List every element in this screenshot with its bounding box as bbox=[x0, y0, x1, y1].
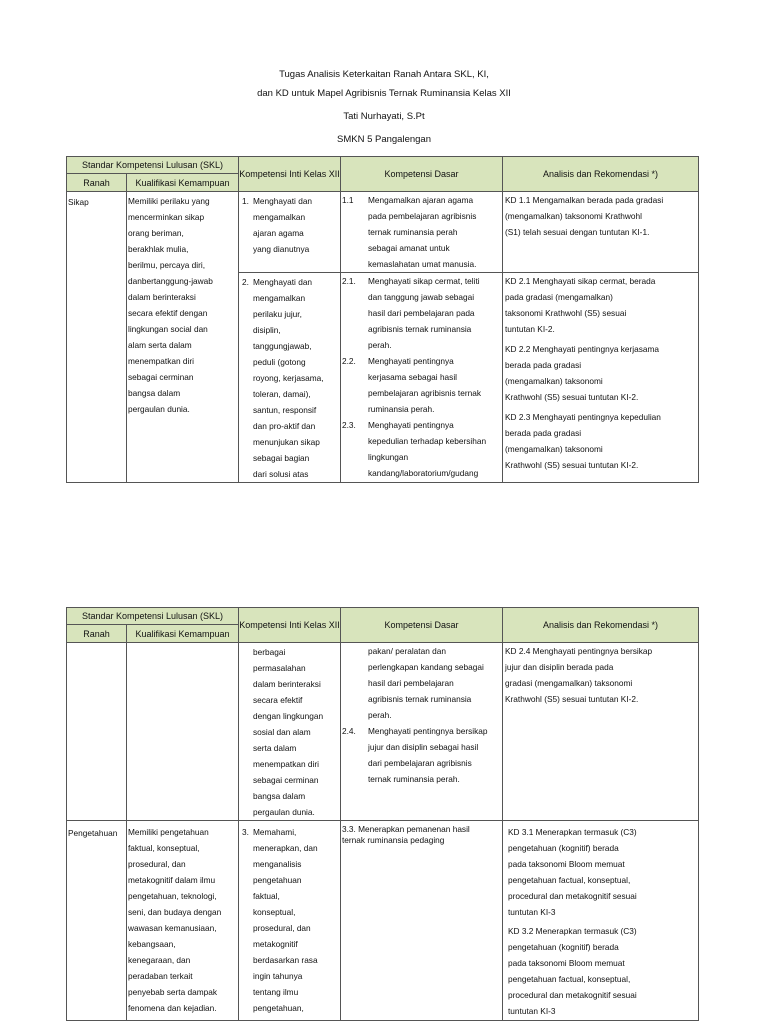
analisis-kd-3-1: KD 3.1 Menerapkan termasuk (C3) pengetahuan (kognitif) berada pada taksonomi Bloom memuat pengetahuan factual, konseptual, procedural dan metakognitif sesuai tuntutan KI-3 bbox=[508, 827, 637, 917]
analisis-kd-2 bbox=[503, 273, 698, 473]
analisis-kd-2-1: KD 2.1 Menghayati sikap cermat, berada pada gradasi (mengamalkan) taksonomi Krathwohl (S5) sesuai tuntutan KI-2. bbox=[505, 276, 656, 334]
header-skl: Standar Kompetensi Lulusan (SKL) bbox=[67, 157, 239, 174]
ki-3-item: 3. Memahami, menerapkan, dan menganalisis pengetahuan faktual, konseptual, prosedural, dan metakognitif berdasarkan rasa ingin tahunya tentang ilmu pengetahuan, bbox=[242, 827, 318, 1013]
header-kualifikasi: Kualifikasi Kemampuan bbox=[127, 174, 239, 192]
kd-1-1-item: 1.1 Mengamalkan ajaran agama pada pembelajaran agribisnis ternak ruminansia perah sebagai amanat untuk kemaslahatan umat manusia. bbox=[342, 195, 477, 269]
header-analisis: Analisis dan Rekomendasi *) bbox=[503, 157, 699, 192]
header-kd: Kompetensi Dasar bbox=[341, 157, 503, 192]
analisis-kd-3 bbox=[503, 821, 698, 1019]
kd-2-items bbox=[341, 273, 502, 481]
document-title-line-2: dan KD untuk Mapel Agribisnis Ternak Ruminansia Kelas XII bbox=[257, 88, 511, 99]
kd-2-1-item: 2.1. Menghayati sikap cermat, teliti dan tanggung jawab sebagai hasil dari pembelajaran pada agribisnis ternak ruminansia perah. bbox=[342, 276, 480, 350]
ki-1-item: 1. Menghayati dan mengamalkan ajaran agama yang dianutnya bbox=[242, 196, 313, 254]
analisis-kd-2-2: KD 2.2 Menghayati pentingnya kerjasama berada pada gradasi (mengamalkan) taksonomi Krathwohl (S5) sesuai tuntutan KI-2. bbox=[505, 344, 660, 402]
analysis-table-2 bbox=[66, 607, 699, 1021]
header-kd: Kompetensi Dasar bbox=[341, 608, 503, 643]
kualifikasi-cell: Memiliki pengetahuan faktual, konseptual, prosedural, dan metakognitif dalam ilmu pengetahuan, teknologi, seni, dan budaya dengan wawasan kemanusiaan, kebangsaan, kenegaraan, dan peradaban terkait penyebab serta dampak fenomena dan kejadian. bbox=[128, 827, 222, 1013]
analisis-kd-2-3: KD 2.3 Menghayati pentingnya kepedulian berada pada gradasi (mengamalkan) taksonomi Krathwohl (S5) sesuai tuntutan KI-2. bbox=[505, 412, 661, 470]
analisis-kd-1-1: KD 1.1 Mengamalkan berada pada gradasi (mengamalkan) taksonomi Krathwohl (S1) telah sesuai dengan tuntutan KI-1. bbox=[505, 195, 664, 237]
header-analisis: Analisis dan Rekomendasi *) bbox=[503, 608, 699, 643]
header-ki: Kompetensi Inti Kelas XII bbox=[239, 608, 341, 643]
header-ki: Kompetensi Inti Kelas XII bbox=[239, 157, 341, 192]
header-ranah: Ranah bbox=[67, 625, 127, 643]
kd-3-3-item: 3.3. Menerapkan pemanenan hasil ternak ruminansia pedaging bbox=[342, 824, 470, 845]
kd-2-3-item: 2.3. Menghayati pentingnya kepedulian terhadap kebersihan lingkungan kandang/laboratorium/gudang bbox=[342, 420, 487, 478]
kd-2-2-item: 2.2. Menghayati pentingnya kerjasama sebagai hasil pembelajaran agribisnis ternak ruminansia perah. bbox=[342, 356, 481, 414]
kd-2-3-continued: pakan/ peralatan dan perlengkapan kandang sebagai hasil dari pembelajaran agribisnis ternak ruminansia perah. bbox=[368, 646, 484, 720]
analysis-table-1 bbox=[66, 156, 699, 483]
ki-2-item: 2. Menghayati dan mengamalkan perilaku jujur, disiplin, tanggungjawab, peduli (gotong royong, kerjasama, toleran, damai), santun, responsif dan pro-aktif dan menunjukan sikap sebagai bagian dari solusi atas bbox=[242, 277, 324, 479]
analisis-kd-2-4: KD 2.4 Menghayati pentingnya bersikap jujur dan disiplin berada pada gradasi (mengamalkan) taksonomi Krathwohl (S5) sesuai tuntutan KI-2. bbox=[505, 646, 653, 704]
kd-2-4-item: 2.4. Menghayati pentingnya bersikap jujur dan disiplin sebagai hasil dari pembelajaran agribisnis ternak ruminansia perah. bbox=[342, 726, 488, 784]
document-school: SMKN 5 Pangalengan bbox=[336, 134, 431, 145]
header-kualifikasi: Kualifikasi Kemampuan bbox=[127, 625, 239, 643]
kualifikasi-cell: Memiliki perilaku yang mencerminkan sikap orang beriman, berakhlak mulia, berilmu, percaya diri, danbertanggung-jawab dalam berinteraksi secara efektif dengan lingkungan social dan alam serta dalam menempatkan diri sebagai cerminan bangsa dalam pergaulan dunia. bbox=[128, 196, 213, 414]
ranah-cell: Pengetahuan bbox=[68, 828, 118, 838]
header-skl: Standar Kompetensi Lulusan (SKL) bbox=[67, 608, 239, 625]
ranah-cell: Sikap bbox=[68, 197, 89, 207]
ki-2-continued: berbagai permasalahan dalam berinteraksi secara efektif dengan lingkungan sosial dan alam serta dalam menempatkan diri sebagai cerminan bangsa dalam pergaulan dunia. bbox=[253, 647, 324, 817]
document-title-line-1: Tugas Analisis Keterkaitan Ranah Antara SKL, KI, bbox=[279, 69, 489, 80]
header-ranah: Ranah bbox=[67, 174, 127, 192]
kd-2-continued bbox=[341, 643, 502, 787]
document-author: Tati Nurhayati, S.Pt bbox=[343, 111, 425, 122]
analisis-kd-3-2: KD 3.2 Menerapkan termasuk (C3) pengetahuan (kognitif) berada pada taksonomi Bloom memuat pengetahuan factual, konseptual, procedural dan metakognitif sesuai tuntutan KI-3 bbox=[508, 926, 637, 1016]
